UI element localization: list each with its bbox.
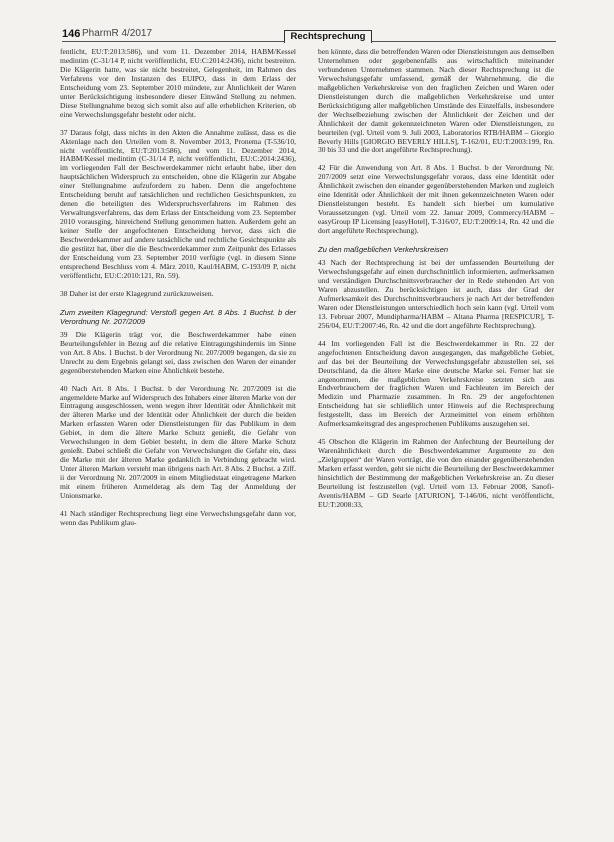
page-number: 146 — [62, 28, 81, 40]
paragraph-42: 42 Für die Anwendung von Art. 8 Abs. 1 Buchst. b der Verordnung Nr. 207/2009 setzt eine Verwechslungsgefahr voraus, dass eine Identität oder Ähnlichkeit zwischen den einander gegenüberstehenden Marken und zugleich eine Identität oder Ähnlichkeit der mit ihnen gekennzeichneten Waren oder Dienstleistungen besteht. Es handelt sich hierbei um kumulative Voraussetzungen (vgl. Urteil vom 22. Januar 2009, Commercy/HABM – easyGroup IP Licensing [easyHotel], T-316/07, EU:T:2009:14, Rn. 42 und die dort angeführte Rechtsprechung). — [318, 163, 554, 236]
paragraph-41: 41 Nach ständiger Rechtsprechung liegt eine Verwechslungsgefahr dann vor, wenn das Publikum glau- — [60, 508, 296, 527]
page-header — [0, 0, 614, 46]
paragraph-39: 39 Die Klägerin trägt vor, die Beschwerdekammer habe einen Beurteilungsfehler in Bezug auf die relative Eintragungshindernis im Sinne von Art. 8 Abs. 1 Buchst. b der Verordnung Nr. 207/2009 begangen, da sie zu Unrecht zu dem Ergebnis gelangt sei, dass zwischen den Waren der einander gegenüberstehenden Marken eine Ähnlichkeit bestehe. — [60, 329, 296, 375]
paragraph-40: 40 Nach Art. 8 Abs. 1 Buchst. b der Verordnung Nr. 207/2009 ist die angemeldete Marke auf Widerspruch des Inhabers einer älteren Marke von der Eintragung ausgeschlossen, wenn wegen ihrer Identität oder Ähnlichkeit mit der älteren Marke und der Identität oder Ähnlichkeit der durch die beiden Marken erfassten Waren oder Dienstleistungen für das Publikum in dem Gebiet, in dem die ältere Marke Schutz genießt, die Gefahr von Verwechslungen in dem Gebiet besteht, in dem die ältere Marke Schutz genießt. Dabei schließt die Gefahr von Verwechslungen die Gefahr ein, dass die Marke mit der älteren Marke gedanklich in Verbindung gebracht wird. Unter älteren Marken versteht man übrigens nach Art. 8 Abs. 2 Buchst. a Ziff. ii der Verordnung Nr. 207/2009 in einem Mitgliedstaat eingetragene Marken mit einem früheren Anmeldetag als dem Tag der Anmeldung der Unionsmarke. — [60, 383, 296, 500]
paragraph-45: 45 Obschon die Klägerin im Rahmen der Anfechtung der Beurteilung der Warenähnlichkeit durch die Beschwerdekammer Argumente zu den „Zielgruppen“ der Waren vorträgt, die von den einander gegenüberstehenden Marken erfasst werden, geht sie nicht die Beurteilung der Beschwerdekammer hinsichtlich der Bestimmung der maßgeblichen Verkehrskreise an. Zu dieser Beurteilung ist festzustellen (vgl. Urteil vom 13. Februar 2008, Sanofi-Aventis/HABM – GD Searle [ATURION], T-146/06, nicht veröffentlicht, EU:T:2008:33, — [318, 437, 554, 509]
left-column — [60, 48, 296, 528]
subheading-second-plea: Zum zweiten Klagegrund: Verstoß gegen Art. 8 Abs. 1 Buchst. b der Verordnung Nr. 207/2009 — [60, 307, 296, 326]
section-title: Rechtsprechung — [284, 30, 372, 43]
paragraph-41-continued: ben könnte, dass die betreffenden Waren oder Dienstleistungen aus demselben Unternehmen oder gegebenenfalls aus wirtschaftlich miteinander verbundenen Unternehmen stammen. Nach dieser Rechtsprechung ist die Verwechslungsgefahr umfassend, gemäß der Wahrnehmung, die die maßgeblichen Verkehrskreise von den fraglichen Zeichen und Waren oder Dienstleistungen durch die maßgeblichen Verkehrskreise und unter Berücksichtigung aller maßgeblichen Umstände des Einzelfalls, insbesondere der Wechselbeziehung zwischen der Ähnlichkeit der Zeichen und der Ähnlichkeit der damit gekennzeichneten Waren oder Dienstleistungen, zu beurteilen (vgl. Urteil vom 9. Juli 2003, Laboratorios RTB/HABM – Giorgio Beverly Hills [GIORGIO BEVERLY HILLS], T-162/01, EU:T:2003:199, Rn. 30 bis 33 und die dort angeführte Rechtsprechung). — [318, 47, 554, 155]
journal-name: PharmR 4/2017 — [82, 28, 153, 39]
right-column — [318, 48, 554, 510]
paragraph-43: 43 Nach der Rechtsprechung ist bei der umfassenden Beurteilung der Verwechslungsgefahr auf einen durchschnittlich informierten, aufmerksamen und verständigen Durchschnittsverbraucher der in Rede stehenden Art von Waren abzustellen. Zu berücksichtigen ist auch, dass der Grad der Aufmerksamkeit des Durchschnittsverbrauchers je nach Art der betreffenden Waren oder Dienstleistungen unterschiedlich hoch sein kann (vgl. Urteil vom 13. Februar 2007, Mundipharma/HABM – Altana Pharma [RESPICUR], T-256/04, EU:T:2007:46, Rn. 42 und die dort angeführte Rechtsprechung). — [318, 258, 554, 330]
paragraph-38: 38 Daher ist der erste Klagegrund zurückzuweisen. — [60, 288, 214, 298]
paragraph-44: 44 Im vorliegenden Fall ist die Beschwerdekammer in Rn. 22 der angefochtenen Entscheidung davon ausgegangen, das maßgebliche Gebiet, auf das bei der Beurteilung der Verwechslungsgefahr abzustellen sei, sei Deutschland, da die ältere Marke eine deutsche Marke sei. Ferner hat sie angenommen, die maßgeblichen Verkehrskreise setzten sich aus Endverbrauchern der fraglichen Waren und Fachleuten im Bereich der Medizin und Pharmazie zusammen. In Rn. 29 der angefochtenen Entscheidung hat sie schließlich unter Hinweis auf die Rechtsprechung festgestellt, dass im Bereich der Arzneimittel von einem erhöhten Aufmerksamkeitsgrad des angesprochenen Publikums auszugehen sei. — [318, 338, 554, 429]
subheading-relevant-public: Zu den maßgeblichen Verkehrskreisen — [318, 245, 449, 255]
paragraph-continued: fentlicht, EU:T:2013:586), und vom 11. Dezember 2014, HABM/Kessel medintim (C-31/14 P, nicht veröffentlicht, EU:C:2014:2436), nicht bestreiten. Die Klägerin hatte, was sie nicht bestreitet, Gelegenheit, im Rahmen des Verfahrens vor den Instanzen des EUIPO, dass in dem Erlass der Entscheidung vom 23. September 2010 mündete, zur Ähnlichkeit der Waren unter Berücksichtigung insbesondere dieser Einwänd Stellung zu nehmen. Diese Stellungnahme bezog sich somit also auf alle erheblichen Kriterien, ob eine Verwechslungsgefahr besteht oder nicht. — [60, 47, 296, 119]
paragraph-37: 37 Daraus folgt, dass nichts in den Akten die Annahme zulässt, dass es die Aktenlage nach den Urteilen vom 8. November 2013, Pronema (T-536/10, nicht veröffentlicht, EU:T:2013:586), und vom 11. Dezember 2014, HABM/Kessel medintim (C-31/14 P, nicht veröffentlicht, EU:C:2014:2436), im vorliegenden Fall der Beschwerdekammer nicht erlaubt habe, über den hauptsächlichen Widerspruch zu entscheiden, ohne die Klägerin zur Abgabe einer Stellungnahme aufzufordern zu haben. Denn die angefochtene Entscheidung beruht auf tatsächlichen und rechtlichen Gesichtspunkten, zu denen die beteiligten des Widerspruchsverfahrens im Rahmen des Verwaltungsverfahrens, das dem Erlass der Entscheidung vom 23. September 2010 vorausging, hinreichend Stellung genommen hatten. Außerdem geht an keiner Stelle der angefochtenen Entscheidung hervor, dass sich die Beschwerdekammer auf andere tatsächliche und rechtliche Gesichtspunkte als die gestützt hat, über die die Beschwerdekammer zum Zeitpunkt des Erlasses der Entscheidung vom 23. September 2010 verfügte (vgl. in diesem Sinne entsprechend Beschluss vom 4. März 2010, Kaul/HABM, C-193/09 P, nicht veröffentlicht, EU:C:2010:121, Rn. 59). — [60, 127, 296, 280]
